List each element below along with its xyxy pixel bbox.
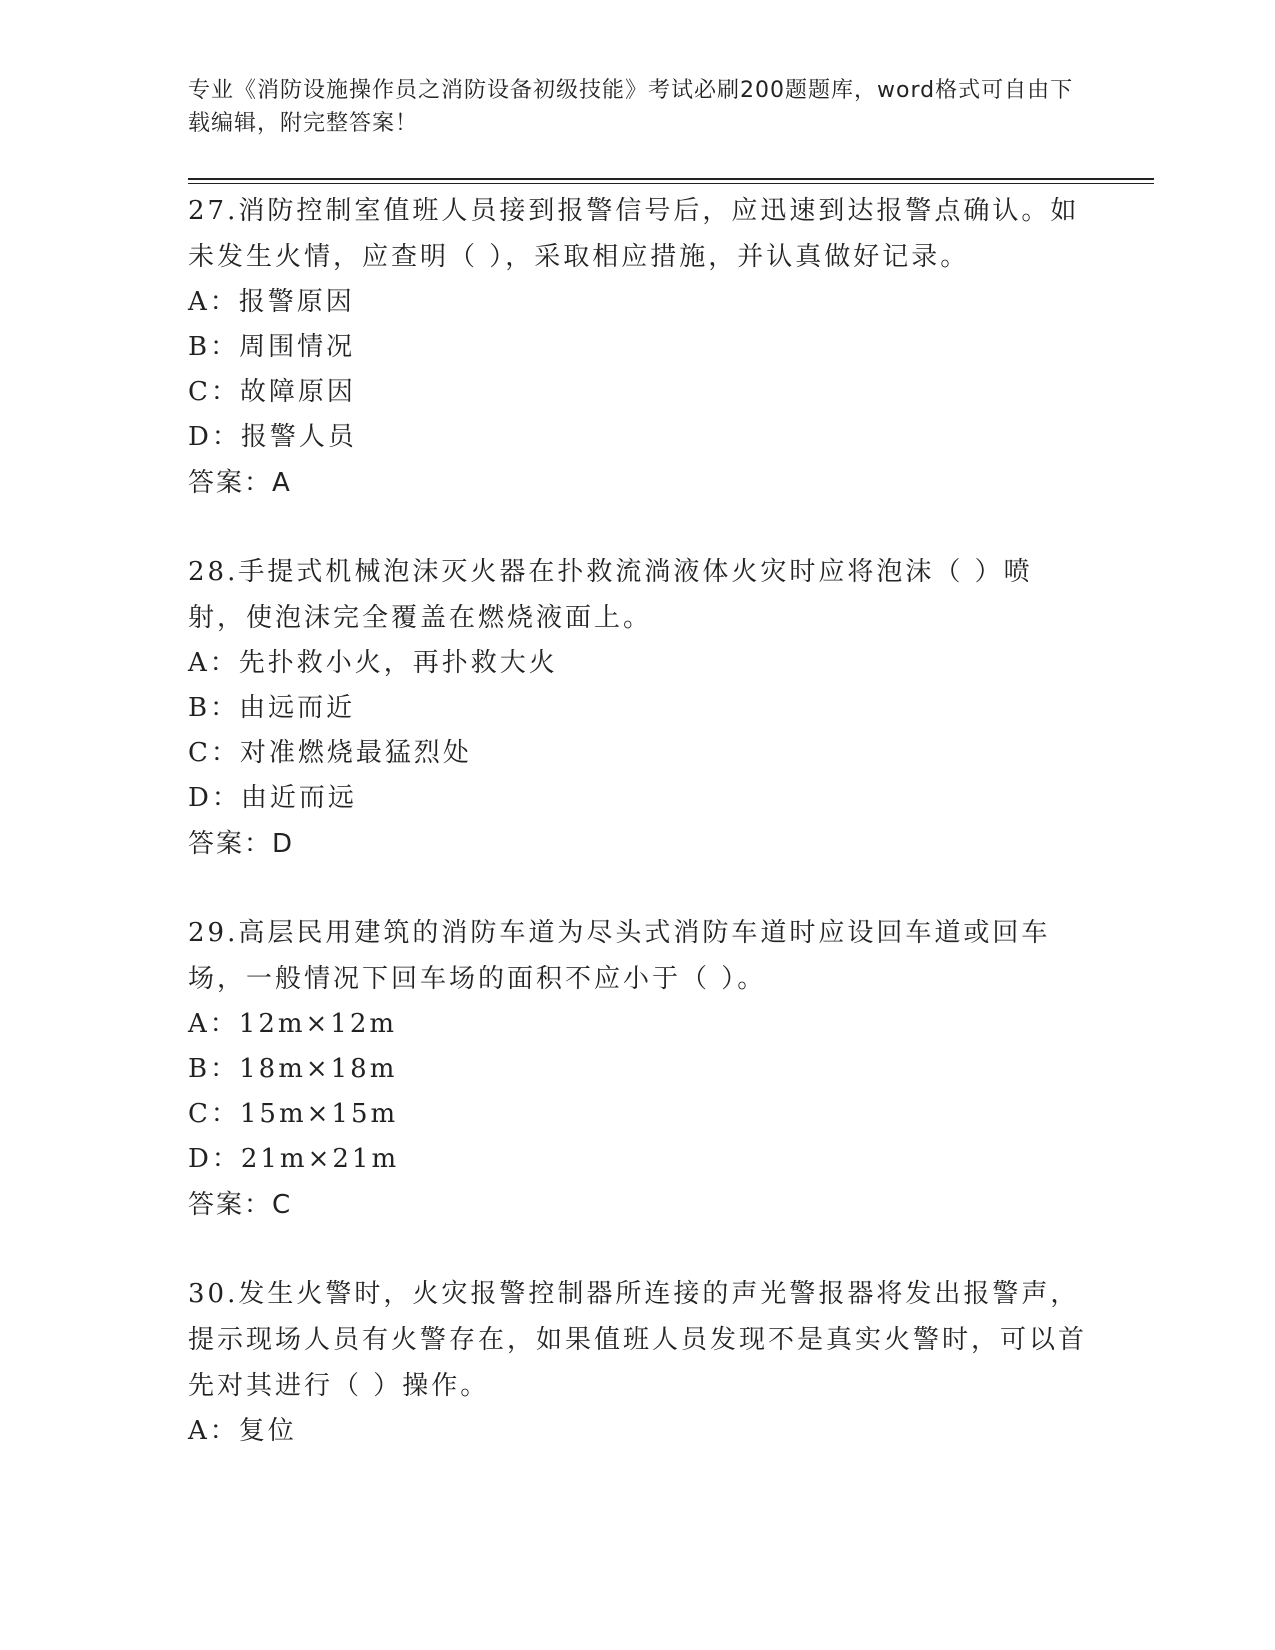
question-27: [188, 188, 1088, 506]
option-a: A：报警原因: [188, 287, 355, 317]
answer: 答案：D: [188, 829, 295, 859]
question-28: [188, 549, 1088, 867]
question-30: [188, 1271, 1088, 1454]
question-list: [188, 188, 1088, 1454]
answer: 答案：C: [188, 1190, 293, 1220]
option-a: A：先扑救小火，再扑救大火: [188, 648, 558, 678]
question-text: 28.手提式机械泡沫灭火器在扑救流淌液体火灾时应将泡沫（ ）喷射，使泡沫完全覆盖在燃烧液面上。: [188, 557, 1033, 633]
option-c: C：故障原因: [188, 377, 356, 407]
header-divider: [188, 178, 1154, 180]
option-d: D：由近而远: [188, 783, 357, 813]
option-b: B：由远而近: [188, 693, 356, 723]
option-a: A：12m×12m: [188, 1009, 398, 1039]
answer: 答案：A: [188, 468, 292, 498]
question-29: [188, 910, 1088, 1228]
option-d: D：21m×21m: [188, 1144, 400, 1174]
option-c: C：对准燃烧最猛烈处: [188, 738, 472, 768]
option-b: B：周围情况: [188, 332, 356, 362]
option-b: B：18m×18m: [188, 1054, 398, 1084]
option-d: D：报警人员: [188, 422, 357, 452]
question-text: 29.高层民用建筑的消防车道为尽头式消防车道时应设回车道或回车场，一般情况下回车场的面积不应小于（ ）。: [188, 918, 1051, 994]
question-text: 30.发生火警时，火灾报警控制器所连接的声光警报器将发出报警声，提示现场人员有火警存在，如果值班人员发现不是真实火警时，可以首先对其进行（ ）操作。: [188, 1279, 1088, 1401]
document-header: 专业《消防设施操作员之消防设备初级技能》考试必刷200题题库，word格式可自由下载编辑，附完整答案！: [188, 78, 1074, 136]
question-text: 27.消防控制室值班人员接到报警信号后，应迅速到达报警点确认。如未发生火情，应查明（ ），采取相应措施，并认真做好记录。: [188, 196, 1080, 272]
option-a: A：复位: [188, 1416, 297, 1446]
header-divider-thin: [188, 183, 1154, 184]
option-c: C：15m×15m: [188, 1099, 399, 1129]
